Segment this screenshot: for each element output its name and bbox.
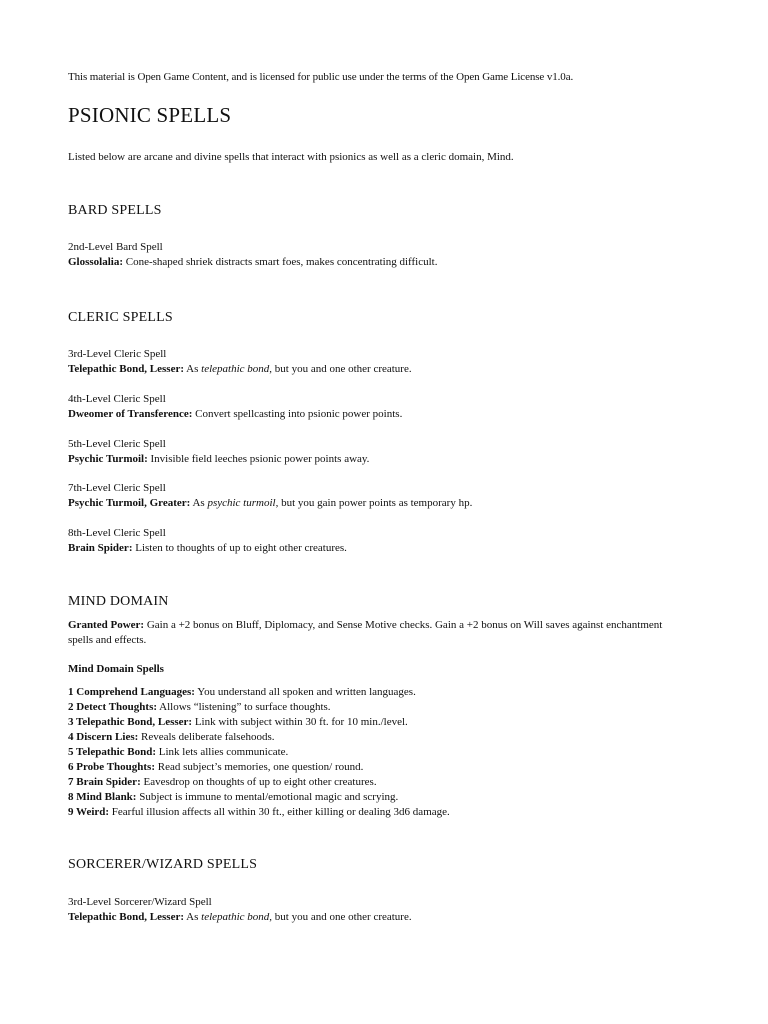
spell-line bbox=[68, 255, 708, 270]
license-notice: This material is Open Game Content, and is licensed for public use under the terms of the Open Game License v1.0a. bbox=[68, 71, 574, 83]
spell-line bbox=[68, 541, 708, 556]
spell-reference: telepathic bond bbox=[201, 363, 270, 375]
granted-power-label: Granted Power: bbox=[68, 619, 145, 631]
spell-line bbox=[68, 407, 708, 422]
spell-description: As bbox=[190, 497, 208, 509]
intro-paragraph: Listed below are arcane and divine spells that interact with psionics as well as a cleric domain, Mind. bbox=[68, 151, 514, 163]
spell-description-tail: , but you and one other creature. bbox=[269, 363, 412, 375]
spell-line bbox=[68, 496, 708, 511]
spell-name: Psychic Turmoil: bbox=[68, 453, 148, 465]
granted-power-text: Gain a +2 bonus on Bluff, Diplomacy, and Sense Motive checks. Gain a +2 bonus on Will saves against enchantment spells and effects. bbox=[68, 619, 663, 646]
list-item bbox=[68, 775, 708, 790]
list-item bbox=[68, 715, 708, 730]
spell-level: 7th-Level Cleric Spell bbox=[68, 482, 166, 494]
spell-level: 3rd-Level Sorcerer/Wizard Spell bbox=[68, 896, 212, 908]
spell-name: 1 Comprehend Languages: bbox=[68, 686, 195, 698]
spell-name: 7 Brain Spider: bbox=[68, 776, 141, 788]
spell-name: 2 Detect Thoughts: bbox=[68, 701, 158, 713]
subheading: Mind Domain Spells bbox=[68, 663, 164, 675]
list-item bbox=[68, 745, 708, 760]
spell-description: You understand all spoken and written languages. bbox=[194, 686, 416, 698]
spell-description-tail: but you gain power points as temporary hp. bbox=[278, 497, 473, 509]
spell-description: As bbox=[184, 911, 202, 923]
spell-name: 3 Telepathic Bond, Lesser: bbox=[68, 716, 193, 728]
spell-name: Psychic Turmoil, Greater: bbox=[68, 497, 191, 509]
section-heading-bard: BARD SPELLS bbox=[68, 203, 162, 218]
spell-description: Fearful illusion affects all within 30 ft., either killing or dealing 3d6 damage. bbox=[109, 806, 450, 818]
list-item bbox=[68, 700, 708, 715]
sorcerer-spell-entry bbox=[68, 895, 708, 925]
spell-line bbox=[68, 362, 708, 377]
spell-description: Link with subject within 30 ft. for 10 min./level. bbox=[192, 716, 408, 728]
spell-level: 8th-Level Cleric Spell bbox=[68, 527, 166, 539]
spell-level: 5th-Level Cleric Spell bbox=[68, 438, 166, 450]
spell-name: 9 Weird: bbox=[68, 806, 110, 818]
spell-name: 5 Telepathic Bond: bbox=[68, 746, 157, 758]
spell-name: Telepathic Bond, Lesser: bbox=[68, 911, 185, 923]
spell-description: Convert spellcasting into psionic power points. bbox=[192, 408, 403, 420]
mind-domain-spells-heading bbox=[68, 662, 708, 677]
spell-description: Link lets allies communicate. bbox=[156, 746, 289, 758]
spell-description-tail: , but you and one other creature. bbox=[269, 911, 412, 923]
spell-level: 3rd-Level Cleric Spell bbox=[68, 348, 167, 360]
spell-name: Dweomer of Transference: bbox=[68, 408, 193, 420]
spell-description: Cone-shaped shriek distracts smart foes, makes concentrating difficult. bbox=[123, 256, 438, 268]
spell-description: Allows “listening” to surface thoughts. bbox=[157, 701, 331, 713]
cleric-spell-entry bbox=[68, 437, 708, 467]
spell-line bbox=[68, 452, 708, 467]
spell-description: Read subject’s memories, one question/ round. bbox=[155, 761, 364, 773]
spell-name: Brain Spider: bbox=[68, 542, 133, 554]
list-item bbox=[68, 730, 708, 745]
spell-level: 4th-Level Cleric Spell bbox=[68, 393, 166, 405]
spell-name: 8 Mind Blank: bbox=[68, 791, 137, 803]
spell-description: As bbox=[184, 363, 202, 375]
spell-description: Listen to thoughts of up to eight other creatures. bbox=[132, 542, 347, 554]
list-item bbox=[68, 790, 708, 805]
spell-name: 6 Probe Thoughts: bbox=[68, 761, 156, 773]
spell-reference: psychic turmoil, bbox=[207, 497, 279, 509]
spell-description: Invisible field leeches psionic power points away. bbox=[147, 453, 370, 465]
spell-description: Reveals deliberate falsehoods. bbox=[138, 731, 275, 743]
spell-line bbox=[68, 910, 708, 925]
spell-description: Subject is immune to mental/emotional magic and scrying. bbox=[136, 791, 399, 803]
section-heading-sorcerer-wizard: SORCERER/WIZARD SPELLS bbox=[68, 857, 258, 872]
cleric-spell-entry bbox=[68, 392, 708, 422]
granted-power bbox=[68, 618, 688, 648]
cleric-spell-entry bbox=[68, 481, 708, 511]
spell-level: 2nd-Level Bard Spell bbox=[68, 241, 163, 253]
mind-domain-spell-list bbox=[68, 685, 708, 820]
section-heading-cleric: CLERIC SPELLS bbox=[68, 310, 173, 325]
spell-name: Glossolalia: bbox=[68, 256, 124, 268]
list-item bbox=[68, 760, 708, 775]
spell-name: 4 Discern Lies: bbox=[68, 731, 139, 743]
section-heading-mind-domain: MIND DOMAIN bbox=[68, 594, 169, 609]
page-title: PSIONIC SPELLS bbox=[68, 103, 232, 127]
spell-reference: telepathic bond bbox=[201, 911, 270, 923]
bard-spell-entry bbox=[68, 240, 708, 270]
cleric-spell-entry bbox=[68, 347, 708, 377]
list-item bbox=[68, 805, 708, 820]
spell-name: Telepathic Bond, Lesser: bbox=[68, 363, 185, 375]
list-item bbox=[68, 685, 708, 700]
spell-description: Eavesdrop on thoughts of up to eight other creatures. bbox=[140, 776, 377, 788]
cleric-spell-entry bbox=[68, 526, 708, 556]
